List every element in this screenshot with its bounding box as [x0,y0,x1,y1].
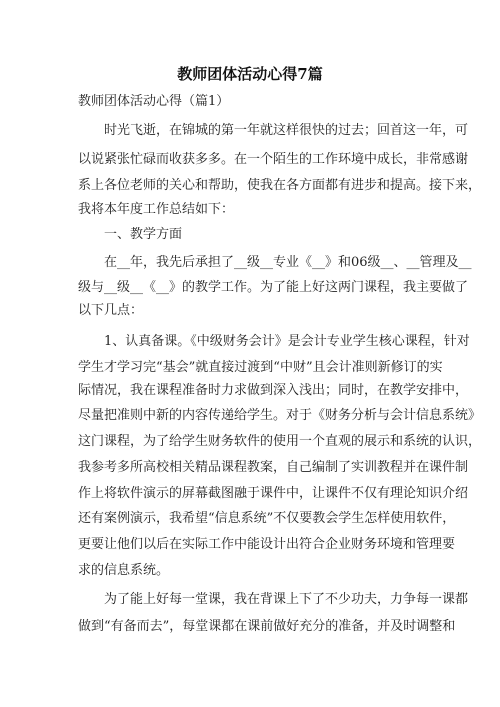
paragraph-3-line-7: 作上将软件演示的屏幕截图融于课件中，让课件不仅有理论知识介绍 [78,486,469,501]
paragraph-3-line-9: 更要让他们以后在实际工作中能设计出符合企业财务环境和管理要 [78,537,456,552]
paragraph-2-line-3: 以下几点： [78,303,144,318]
paragraph-2-line-2: 级与__级__《__》的教学工作。为了能上好这两门课程，我主要做了 [78,280,469,295]
paragraph-3-line-8: 还有案例演示，我希望“信息系统”不仅要教会学生怎样使用软件， [78,511,456,526]
paragraph-3-line-2: 学生才学习完“基会”就直接过渡到“中财”且会计准则新修订的实 [78,360,443,375]
paragraph-3-line-3: 际情况，我在课程准备时力求做到深入浅出；同时，在教学安排中， [78,383,469,398]
paragraph-3-line-4: 尽量把准则中新的内容传递给学生。对于《财务分析与会计信息系统》 [78,408,482,423]
paragraph-1-line-4: 我将本年度工作总结如下： [78,202,235,217]
paragraph-3-line-10: 求的信息系统。 [78,563,170,578]
paragraph-3-line-5: 这门课程，为了给学生财务软件的使用一个直观的展示和系统的认识， [78,434,482,449]
document-title: 教师团体活动心得7篇 [177,65,323,83]
paragraph-1-line-2: 以说紧张忙碌而收获多多。在一个陌生的工作环境中成长，非常感谢 [78,152,469,167]
section-subtitle: 教师团体活动心得（篇1） [78,94,230,109]
paragraph-2-line-1: 在__年，我先后承担了__级__专业《__》和06级__、__管理及__ [104,255,472,270]
paragraph-4-line-1: 为了能上好每一堂课，我在背课上下了不少功夫，力争每一课都 [104,592,469,607]
paragraph-3-line-6: 我参考多所高校相关精品课程教案，自己编制了实训教程并在课件制 [78,460,469,475]
paragraph-1-line-1: 时光飞逝，在锦城的第一年就这样很快的过去；回首这一年，可 [104,123,469,138]
paragraph-4-line-2: 做到“有备而去”，每堂课都在课前做好充分的准备，并及时调整和 [78,619,456,634]
section-heading-teaching: 一、教学方面 [104,227,183,242]
paragraph-1-line-3: 系上各位老师的关心和帮助，使我在各方面都有进步和提高。接下来， [78,178,482,193]
paragraph-3-line-1: 1、认真备课。《中级财务会计》是会计专业学生核心课程，针对 [104,334,470,349]
